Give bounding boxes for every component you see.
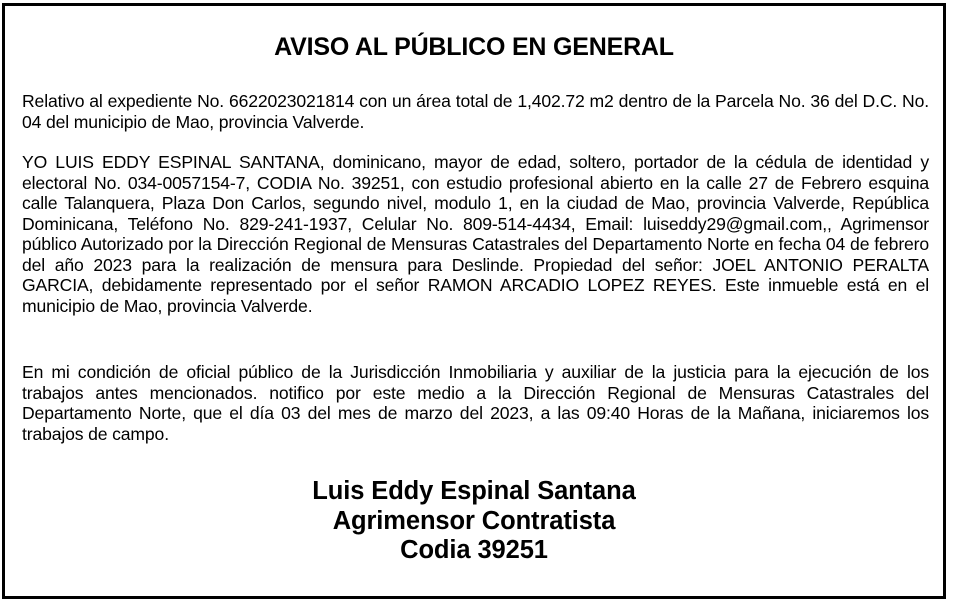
notice-paragraph-surveyor-details: YO LUIS EDDY ESPINAL SANTANA, dominicano, mayor de edad, soltero, portador de la cédula de identidad y electoral No. 034-0057154-7, CODIA No. 39251, con estudio profesional abierto en la calle 27 de Febrero esquina calle Talanquera, Plaza Don Carlos, segundo nivel, modulo 1, en la ciudad de Mao, provincia Valverde, República Dominicana, Teléfono No. 829-241-1937, Celular No. 809-514-4434, Email: luiseddy29@gmail.com,, Agrimensor público Autorizado por la Dirección Regional de Mensuras Catastrales del Departamento Norte en fecha 04 de febrero del año 2023 para la realización de mensura para Deslinde. Propiedad del señor: JOEL ANTONIO PERALTA GARCIA, debidamente representado por el señor RAMON ARCADIO LOPEZ REYES. Este inmueble está en el municipio de Mao, provincia Valverde. — [22, 152, 929, 316]
notice-title: AVISO AL PÚBLICO EN GENERAL — [274, 33, 674, 61]
signature-block — [5, 477, 943, 566]
notice-paragraph-field-work-date: En mi condición de oficial público de la Jurisdicción Inmobiliaria y auxiliar de la justicia para la ejecución de los trabajos antes mencionados. notifico por este medio a la Dirección Regional de Mensuras Catastrales del Departamento Norte, que el día 03 del mes de marzo del 2023, a las 09:40 Horas de la Mañana, iniciaremos los trabajos de campo. — [22, 362, 929, 444]
public-notice-box — [2, 3, 946, 599]
notice-paragraph-file-reference: Relativo al expediente No. 6622023021814 con un área total de 1,402.72 m2 dentro de la Parcela No. 36 del D.C. No. 04 del municipio de Mao, provincia Valverde. — [22, 91, 929, 132]
signature-role: Agrimensor Contratista — [332, 506, 616, 535]
signature-name: Luis Eddy Espinal Santana — [312, 477, 636, 505]
signature-codia: Codia 39251 — [400, 536, 548, 564]
